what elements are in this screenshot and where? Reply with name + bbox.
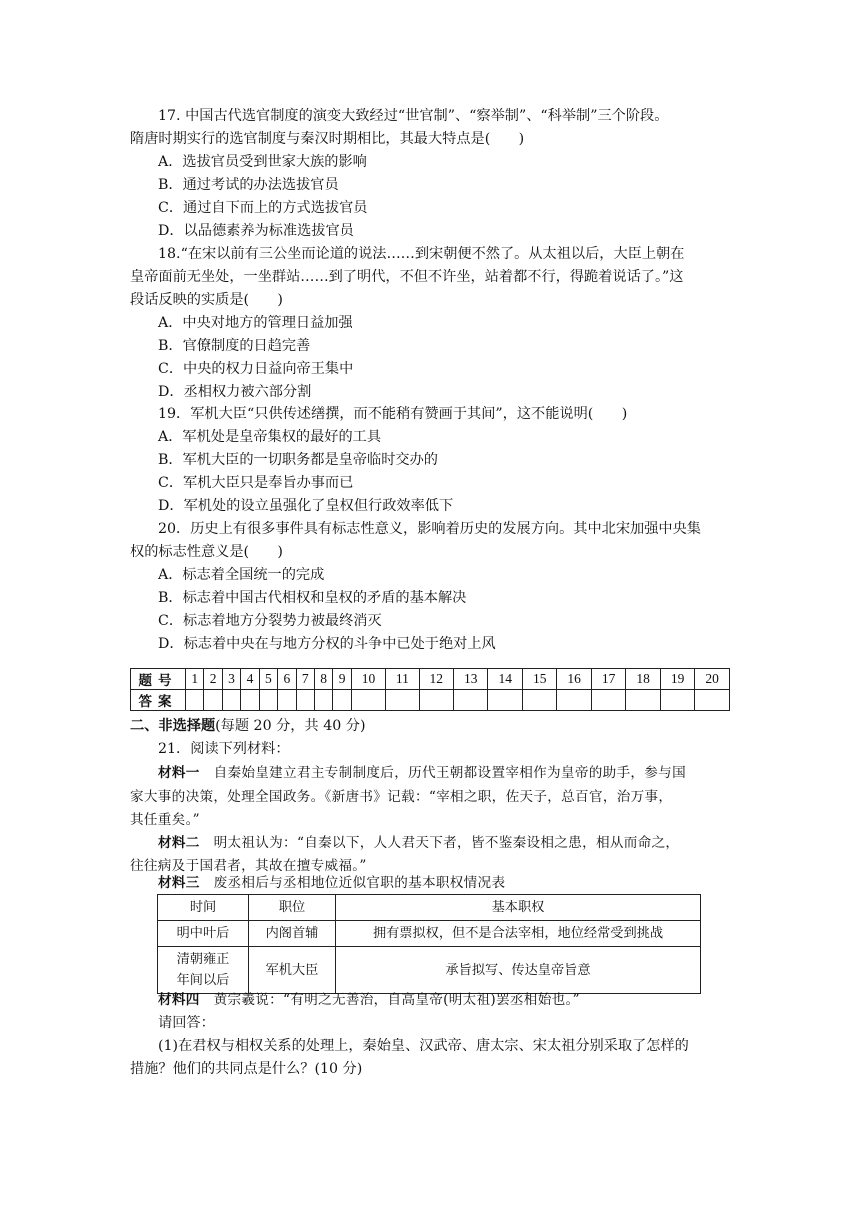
answer-table-number-label: 题号 <box>131 669 186 690</box>
q17-option-c: C．通过自下而上的方式选拔官员 <box>158 200 368 216</box>
answer-table-answer-label: 答案 <box>131 690 186 711</box>
answer-cell[interactable] <box>660 690 694 711</box>
answer-cell[interactable] <box>626 690 660 711</box>
q17-stem-line-2: 隋唐时期实行的选官制度与秦汉时期相比，其最大特点是( ) <box>130 131 525 147</box>
answer-number: 14 <box>488 669 522 690</box>
material-2-text: 明太祖认为：“自秦以下，人人君天下者，皆不鉴秦设相之患，相从而命之， <box>199 835 680 851</box>
q18-option-b: B．官僚制度的日趋完善 <box>158 338 311 354</box>
answer-number: 6 <box>278 669 296 690</box>
answer-number: 13 <box>454 669 488 690</box>
q18-stem-line-3: 段话反映的实质是( ) <box>130 292 283 308</box>
q19-stem-line-1: 19．军机大臣“只供传述缮撰，而不能稍有赞画于其间”，这不能说明( ) <box>158 406 628 422</box>
q20-option-b: B．标志着中国古代相权和皇权的矛盾的基本解决 <box>158 590 467 606</box>
material-3-caption-line <box>158 873 505 893</box>
answer-cell[interactable] <box>241 690 259 711</box>
q17-option-b: B．通过考试的办法选拔官员 <box>158 177 339 193</box>
answer-table-answer-row <box>131 690 730 711</box>
material-3-table <box>157 894 701 994</box>
row-time-line-1: 清朝雍正 <box>176 952 230 967</box>
answer-cell[interactable] <box>296 690 314 711</box>
material-1-text: 自秦始皇建立君主专制制度后，历代王朝都设置宰相作为皇帝的助手，参与国 <box>199 765 686 781</box>
header-post: 职位 <box>249 895 336 921</box>
answer-number: 20 <box>695 669 730 690</box>
answer-number: 5 <box>259 669 277 690</box>
q18-stem-line-2: 皇帝面前无坐处，一坐群站……到了明代，不但不许坐，站着都不行，得跪着说话了。”这 <box>130 269 684 285</box>
answer-table-number-row <box>131 669 730 690</box>
material-1-line-3: 其任重矣。” <box>130 812 200 828</box>
material-1-label: 材料一 <box>158 765 200 781</box>
ask-q1-line-2: 措施？他们的共同点是什么？(10 分) <box>130 1061 363 1077</box>
answer-cell[interactable] <box>557 690 591 711</box>
q17-option-a: A．选拔官员受到世家大族的影响 <box>158 154 367 170</box>
material-2-line-1 <box>158 833 679 853</box>
q20-option-a: A．标志着全国统一的完成 <box>158 567 325 583</box>
material-1-line-2: 家大事的决策，处理全国政务。《新唐书》记载：“宰相之职，佐天子，总百官，治万事， <box>130 789 673 805</box>
q19-option-b: B．军机大臣的一切职务都是皇帝临时交办的 <box>158 452 438 468</box>
answer-number: 9 <box>333 669 351 690</box>
answer-number: 8 <box>314 669 332 690</box>
material-1-line-1 <box>158 763 686 783</box>
answer-cell[interactable] <box>222 690 240 711</box>
q20-stem-line-1: 20．历史上有很多事件具有标志性意义，影响着历史的发展方向。其中北宋加强中央集 <box>158 521 701 537</box>
row-time-line-2: 年间以后 <box>176 973 230 988</box>
table-row <box>158 947 701 994</box>
q19-option-d: D．军机处的设立虽强化了皇权但行政效率低下 <box>158 498 454 514</box>
q20-option-d: D．标志着中央在与地方分权的斗争中已处于绝对上风 <box>158 636 496 652</box>
answer-cell[interactable] <box>186 690 204 711</box>
material-4-line <box>158 990 580 1010</box>
q17-stem-line-1: 17. 中国古代选官制度的演变大致经过“世官制”、“察举制”、“科举制”三个阶段。 <box>158 108 669 124</box>
answer-number: 2 <box>204 669 222 690</box>
material-2-line-2: 往往病及于国君者，其故在擅专威福。” <box>130 858 367 874</box>
table-row <box>158 921 701 947</box>
q18-stem-line-1: 18.“在宋以前有三公坐而论道的说法……到宋朝便不然了。从太祖以后，大臣上朝在 <box>158 246 685 262</box>
answer-cell[interactable] <box>259 690 277 711</box>
material-3-header-row <box>158 895 701 921</box>
answer-number: 3 <box>222 669 240 690</box>
section-2-heading <box>130 716 365 736</box>
row-power: 承旨拟写、传达皇帝旨意 <box>336 947 701 994</box>
section-2-title: 二、非选择题 <box>130 718 216 734</box>
header-time: 时间 <box>158 895 249 921</box>
q17-option-d: D．以品德素养为标准选拔官员 <box>158 223 354 239</box>
q20-stem-line-2: 权的标志性意义是( ) <box>130 544 283 560</box>
answer-cell[interactable] <box>278 690 296 711</box>
answer-number: 11 <box>386 669 419 690</box>
answer-cell[interactable] <box>386 690 419 711</box>
material-3-label: 材料三 <box>158 875 200 891</box>
material-4-label: 材料四 <box>158 992 200 1008</box>
answer-table <box>130 668 730 711</box>
ask-q1-line-1: (1)在君权与相权关系的处理上，秦始皇、汉武帝、唐太宗、宋太祖分别采取了怎样的 <box>158 1038 689 1054</box>
answer-number: 12 <box>419 669 453 690</box>
row-post: 内阁首辅 <box>249 921 336 947</box>
answer-cell[interactable] <box>314 690 332 711</box>
answer-cell[interactable] <box>351 690 385 711</box>
answer-cell[interactable] <box>204 690 222 711</box>
q19-option-a: A．军机处是皇帝集权的最好的工具 <box>158 429 382 445</box>
answer-cell[interactable] <box>488 690 522 711</box>
row-time <box>158 947 249 994</box>
answer-cell[interactable] <box>419 690 453 711</box>
answer-number: 19 <box>660 669 694 690</box>
q21-intro: 21．阅读下列材料： <box>158 741 290 757</box>
answer-number: 16 <box>557 669 591 690</box>
q18-option-c: C．中央的权力日益向帝王集中 <box>158 361 354 377</box>
row-time: 明中叶后 <box>158 921 249 947</box>
answer-number: 4 <box>241 669 259 690</box>
material-4-text: 黄宗羲说：“有明之无善治，自高皇帝(明太祖)罢丞相始也。” <box>199 992 580 1008</box>
material-2-label: 材料二 <box>158 835 200 851</box>
header-power: 基本职权 <box>336 895 701 921</box>
answer-number: 1 <box>186 669 204 690</box>
answer-number: 17 <box>591 669 625 690</box>
row-post: 军机大臣 <box>249 947 336 994</box>
answer-number: 18 <box>626 669 660 690</box>
answer-cell[interactable] <box>522 690 556 711</box>
q18-option-a: A．中央对地方的管理日益加强 <box>158 315 353 331</box>
row-power: 拥有票拟权，但不是合法宰相，地位经常受到挑战 <box>336 921 701 947</box>
answer-number: 10 <box>351 669 385 690</box>
answer-cell[interactable] <box>591 690 625 711</box>
q20-option-c: C．标志着地方分裂势力被最终消灭 <box>158 613 382 629</box>
ask-label: 请回答： <box>158 1015 215 1031</box>
answer-number: 7 <box>296 669 314 690</box>
section-2-note: (每题 20 分，共 40 分) <box>215 718 366 734</box>
q19-option-c: C．军机大臣只是奉旨办事而已 <box>158 475 354 491</box>
material-3-caption: 废丞相后与丞相地位近似官职的基本职权情况表 <box>199 875 506 891</box>
answer-cell[interactable] <box>454 690 488 711</box>
answer-cell[interactable] <box>333 690 351 711</box>
answer-cell[interactable] <box>695 690 730 711</box>
q18-option-d: D．丞相权力被六部分割 <box>158 384 312 400</box>
answer-number: 15 <box>522 669 556 690</box>
